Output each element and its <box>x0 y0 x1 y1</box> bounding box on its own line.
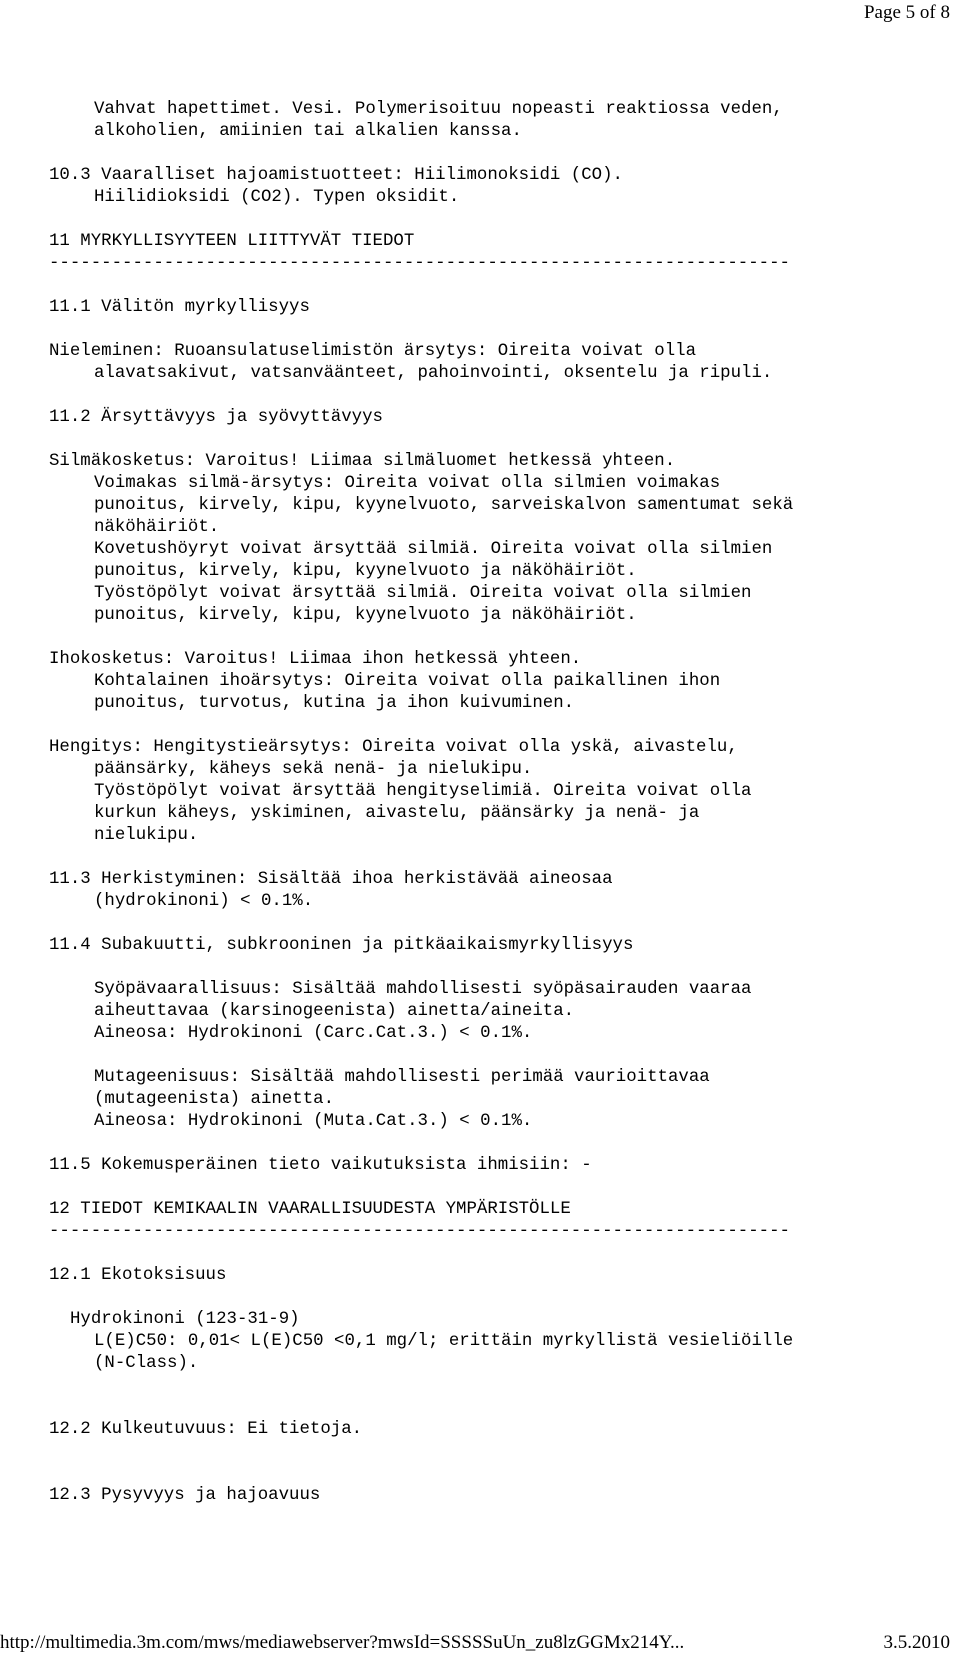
subsection-heading: 12.2 Kulkeutuvuus: Ei tietoja. <box>49 1420 363 1439</box>
text-line: Silmäkosketus: Varoitus! Liimaa silmäluomet hetkessä yhteen. <box>49 452 676 471</box>
page-number: Page 5 of 8 <box>863 2 950 23</box>
section-divider: ----------------------------------------------------------------------- <box>49 1222 790 1241</box>
source-url: http://multimedia.3m.com/mws/mediawebserver?mwsId=SSSSSuUn_zu8lzGGMx214Y... <box>0 1632 685 1653</box>
text-line: nielukipu. <box>94 826 199 845</box>
subsection-heading: 11.1 Välitön myrkyllisyys <box>49 298 310 317</box>
text-line: L(E)C50: 0,01< L(E)C50 <0,1 mg/l; erittäin myrkyllistä vesieliöille <box>94 1332 794 1351</box>
text-line: Hiilidioksidi (CO2). Typen oksidit. <box>94 188 460 207</box>
page-footer <box>0 1632 960 1654</box>
subsection-heading: 11.4 Subakuutti, subkrooninen ja pitkäaikaismyrkyllisyys <box>49 936 634 955</box>
text-line: Syöpävaarallisuus: Sisältää mahdollisesti syöpäsairauden vaaraa <box>94 980 752 999</box>
text-line: punoitus, turvotus, kutina ja ihon kuivuminen. <box>94 694 575 713</box>
text-line: Vahvat hapettimet. Vesi. Polymerisoituu nopeasti reaktiossa veden, <box>94 100 783 119</box>
text-line: kurkun käheys, yskiminen, aivastelu, päänsärky ja nenä- ja <box>94 804 700 823</box>
text-line: päänsärky, käheys sekä nenä- ja nielukipu. <box>94 760 533 779</box>
section-heading: 11 MYRKYLLISYYTEEN LIITTYVÄT TIEDOT <box>49 232 415 251</box>
text-line: (N-Class). <box>94 1354 199 1373</box>
text-line: Aineosa: Hydrokinoni (Carc.Cat.3.) < 0.1%. <box>94 1024 533 1043</box>
text-line: Ihokosketus: Varoitus! Liimaa ihon hetkessä yhteen. <box>49 650 582 669</box>
document-body <box>49 99 939 1507</box>
text-line: Voimakas silmä-ärsytys: Oireita voivat olla silmien voimakas <box>94 474 721 493</box>
subsection-heading: 11.2 Ärsyttävyys ja syövyttävyys <box>49 408 383 427</box>
text-line: Aineosa: Hydrokinoni (Muta.Cat.3.) < 0.1%. <box>94 1112 533 1131</box>
text-line: näköhäiriöt. <box>94 518 220 537</box>
subsection-heading: 11.5 Kokemusperäinen tieto vaikutuksista ihmisiin: - <box>49 1156 592 1175</box>
text-line: Kovetushöyryt voivat ärsyttää silmiä. Oireita voivat olla silmien <box>94 540 773 559</box>
print-date: 3.5.2010 <box>883 1632 950 1653</box>
text-line: (mutageenista) ainetta. <box>94 1090 335 1109</box>
text-line: punoitus, kirvely, kipu, kyynelvuoto ja näköhäiriöt. <box>94 606 637 625</box>
text-line: punoitus, kirvely, kipu, kyynelvuoto ja näköhäiriöt. <box>94 562 637 581</box>
text-line: alkoholien, amiinien tai alkalien kanssa. <box>94 122 522 141</box>
section-heading: 12 TIEDOT KEMIKAALIN VAARALLISUUDESTA YMPÄRISTÖLLE <box>49 1200 571 1219</box>
text-line: Työstöpölyt voivat ärsyttää hengityselimiä. Oireita voivat olla <box>94 782 752 801</box>
subsection-heading: 12.1 Ekotoksisuus <box>49 1266 227 1285</box>
text-line: Nieleminen: Ruoansulatuselimistön ärsytys: Oireita voivat olla <box>49 342 697 361</box>
text-line: Kohtalainen ihoärsytys: Oireita voivat olla paikallinen ihon <box>94 672 721 691</box>
text-line: alavatsakivut, vatsanväänteet, pahoinvointi, oksentelu ja ripuli. <box>94 364 773 383</box>
text-line: aiheuttavaa (karsinogeenista) ainetta/aineita. <box>94 1002 575 1021</box>
text-line: Mutageenisuus: Sisältää mahdollisesti perimää vaurioittavaa <box>94 1068 710 1087</box>
text-line: Hydrokinoni (123-31-9) <box>70 1310 300 1329</box>
section-divider: ----------------------------------------------------------------------- <box>49 254 790 273</box>
text-line: Työstöpölyt voivat ärsyttää silmiä. Oireita voivat olla silmien <box>94 584 752 603</box>
text-line: (hydrokinoni) < 0.1%. <box>94 892 314 911</box>
text-line: punoitus, kirvely, kipu, kyynelvuoto, sarveiskalvon samentumat sekä <box>94 496 794 515</box>
text-line: Hengitys: Hengitystieärsytys: Oireita voivat olla yskä, aivastelu, <box>49 738 738 757</box>
subsection-heading: 11.3 Herkistyminen: Sisältää ihoa herkistävää aineosaa <box>49 870 613 889</box>
section-heading: 10.3 Vaaralliset hajoamistuotteet: Hiilimonoksidi (CO). <box>49 166 623 185</box>
subsection-heading: 12.3 Pysyvyys ja hajoavuus <box>49 1486 321 1505</box>
